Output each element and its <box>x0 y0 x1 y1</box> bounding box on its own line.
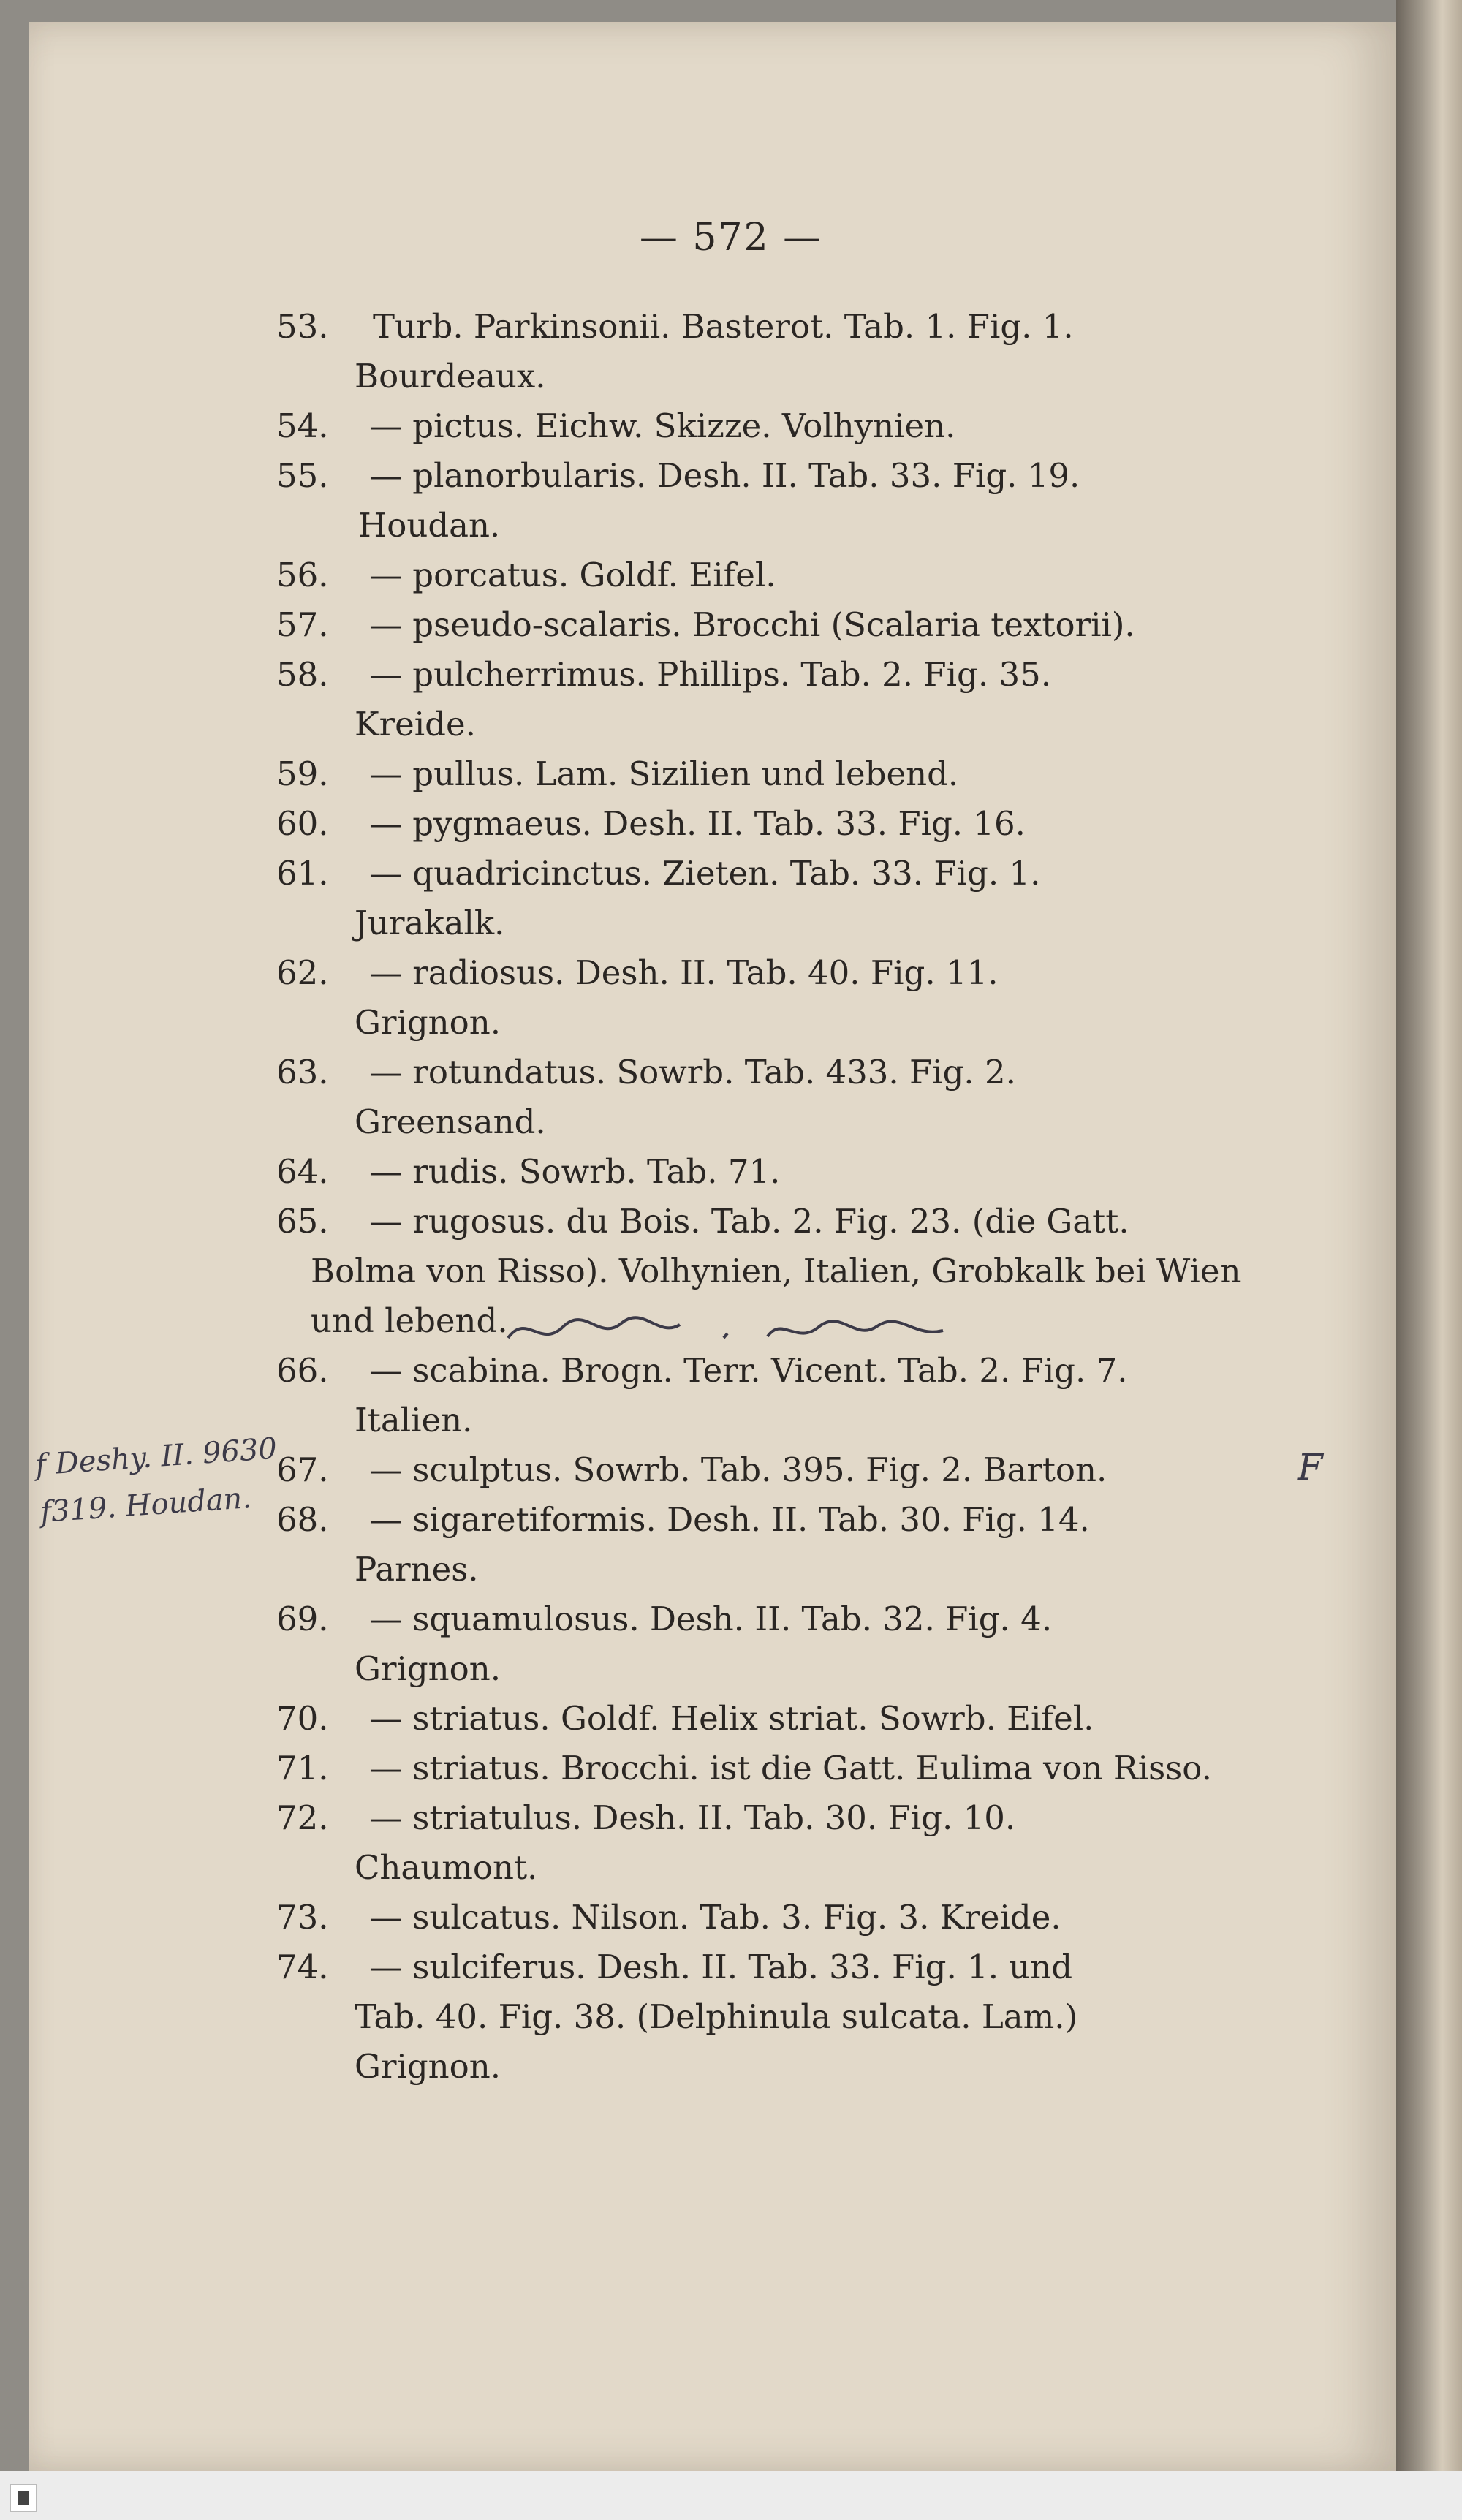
inline-note: F <box>1298 1446 1323 1488</box>
handwritten-scribble <box>504 1309 958 1352</box>
book-page <box>29 22 1396 2471</box>
library-logo-icon <box>10 2484 37 2512</box>
book-spine <box>1396 0 1462 2471</box>
viewer-footer <box>0 2471 1462 2520</box>
margin-note-line-1: f Deshy. II. 9630 <box>34 1431 279 1483</box>
page-number: — 572 — <box>639 216 823 260</box>
margin-note-line-2: f319. Houdan. <box>39 1480 253 1530</box>
